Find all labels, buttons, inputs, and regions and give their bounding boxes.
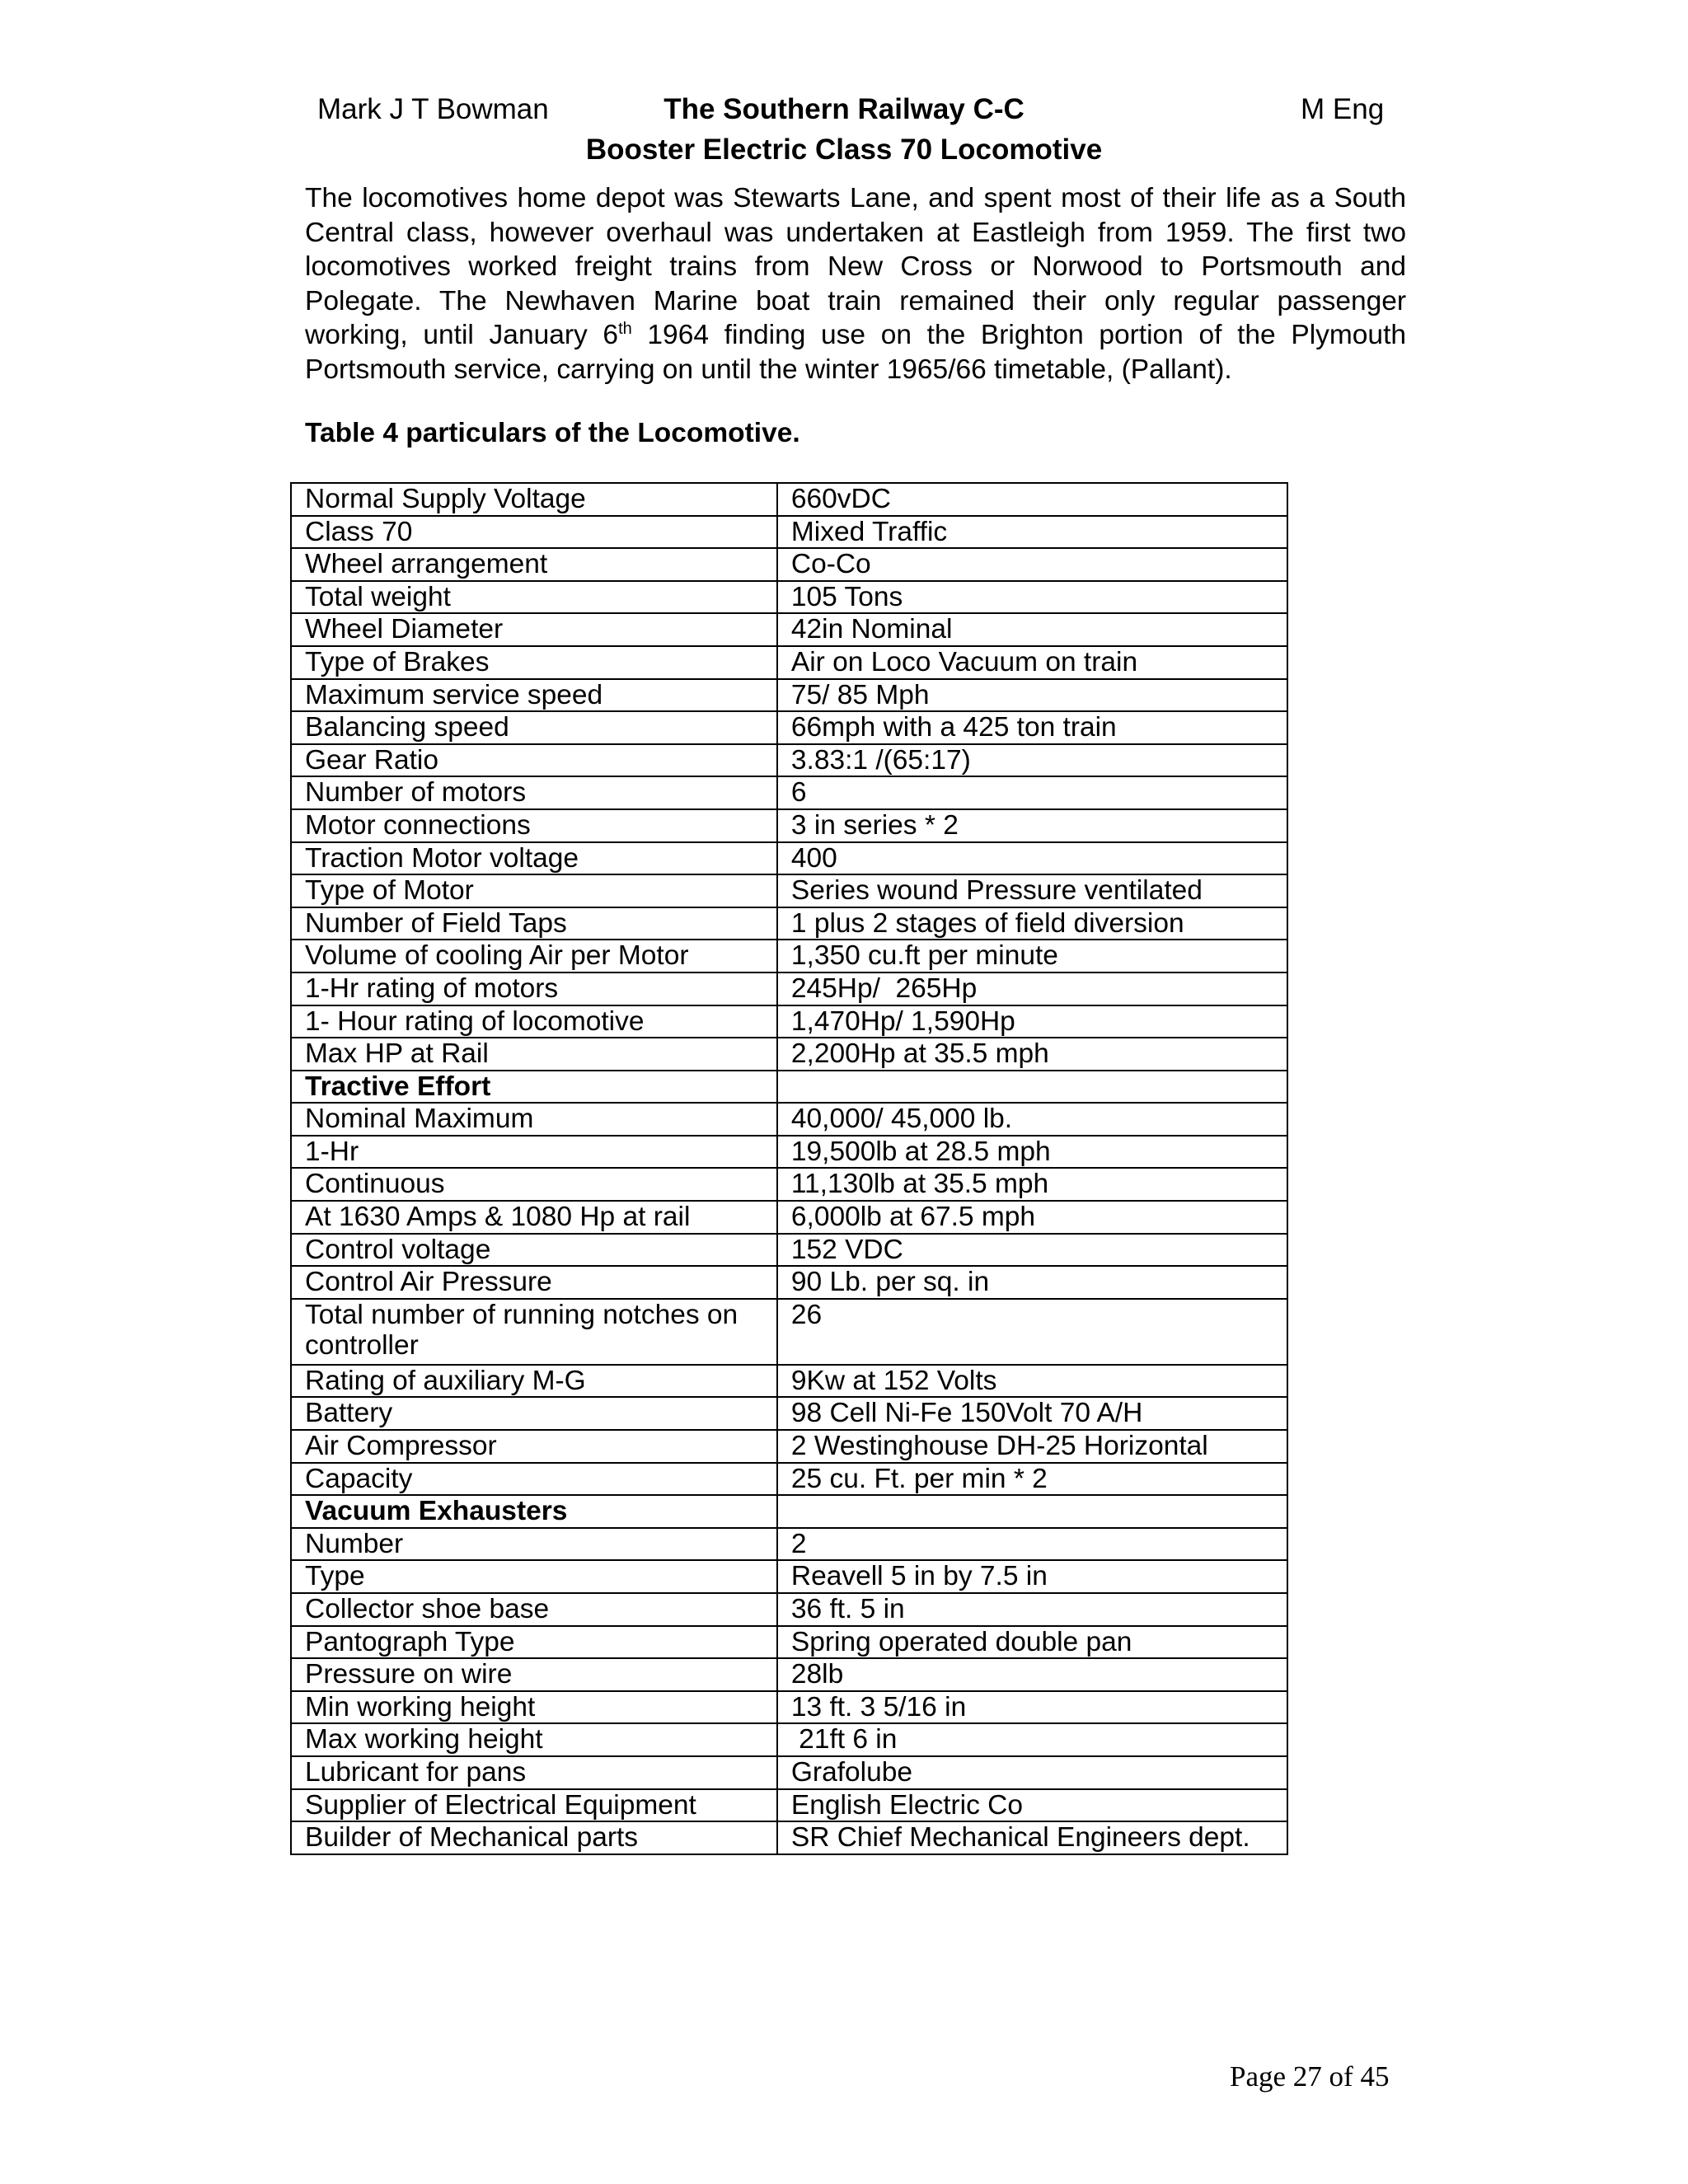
table-cell-label: Nominal Maximum — [291, 1103, 777, 1136]
intro-text-before: The locomotives home depot was Stewarts Lane, and spent most of their life as a South Central class, however overhaul was undertaken at Eastleigh from 1959. The first two locomotives worked freight trains from New Cross or Norwood to Portsmouth and Polegate. The Newhaven Marine boat train remained their only regular passenger working, until January 6 — [305, 183, 1406, 350]
table-cell-label: Battery — [291, 1397, 777, 1430]
table-cell-label: At 1630 Amps & 1080 Hp at rail — [291, 1201, 777, 1234]
table-cell-label: Total number of running notches on controller — [291, 1299, 777, 1365]
table-cell-value: 6,000lb at 67.5 mph — [777, 1201, 1287, 1234]
table-cell-label: 1-Hr rating of motors — [291, 972, 777, 1005]
table-cell-value: 6 — [777, 776, 1287, 809]
table-cell-label: Max working height — [291, 1723, 777, 1756]
table-row — [291, 1397, 1287, 1430]
table-row — [291, 1168, 1287, 1201]
table-cell-label: Supplier of Electrical Equipment — [291, 1789, 777, 1822]
table-row — [291, 548, 1287, 581]
table-cell-value: 9Kw at 152 Volts — [777, 1365, 1287, 1398]
intro-paragraph — [305, 181, 1406, 387]
table-cell-label: Max HP at Rail — [291, 1038, 777, 1071]
header-title-line-2: Booster Electric Class 70 Locomotive — [585, 134, 1103, 166]
table-row — [291, 679, 1287, 712]
table-row — [291, 1136, 1287, 1169]
table-cell-value: 2 Westinghouse DH-25 Horizontal — [777, 1430, 1287, 1463]
table-cell-label: Gear Ratio — [291, 744, 777, 777]
table-row — [291, 1821, 1287, 1854]
table-cell-value: Mixed Traffic — [777, 516, 1287, 549]
table-cell-value: 40,000/ 45,000 lb. — [777, 1103, 1287, 1136]
table-row — [291, 1266, 1287, 1299]
table-cell-label: Builder of Mechanical parts — [291, 1821, 777, 1854]
page-number: Page 27 of 45 — [1230, 2060, 1390, 2093]
table-row — [291, 1038, 1287, 1071]
table-row — [291, 776, 1287, 809]
table-cell-value: Grafolube — [777, 1756, 1287, 1789]
table-cell-value: Series wound Pressure ventilated — [777, 874, 1287, 907]
table-cell-value: 245Hp/ 265Hp — [777, 972, 1287, 1005]
table-row — [291, 1626, 1287, 1659]
table-row — [291, 1658, 1287, 1691]
table-row — [291, 1234, 1287, 1267]
table-cell-value: 1 plus 2 stages of field diversion — [777, 907, 1287, 940]
table-cell-value: Spring operated double pan — [777, 1626, 1287, 1659]
table-cell-value: 11,130lb at 35.5 mph — [777, 1168, 1287, 1201]
table-cell-label: Min working height — [291, 1691, 777, 1724]
table-row — [291, 1789, 1287, 1822]
table-row — [291, 744, 1287, 777]
table-row — [291, 1593, 1287, 1626]
table-row — [291, 1103, 1287, 1136]
table-cell-label: Pressure on wire — [291, 1658, 777, 1691]
table-cell-value: 21ft 6 in — [777, 1723, 1287, 1756]
table-cell-value: 13 ft. 3 5/16 in — [777, 1691, 1287, 1724]
table-cell-value: 105 Tons — [777, 581, 1287, 614]
header-title-line-1: The Southern Railway C-C — [663, 93, 1025, 125]
table-cell-label: Control Air Pressure — [291, 1266, 777, 1299]
table-cell-label: Class 70 — [291, 516, 777, 549]
table-cell-value: 66mph with a 425 ton train — [777, 711, 1287, 744]
table-row — [291, 1463, 1287, 1496]
table-cell-value: 36 ft. 5 in — [777, 1593, 1287, 1626]
table-cell-label: Control voltage — [291, 1234, 777, 1267]
table-cell-label: 1- Hour rating of locomotive — [291, 1005, 777, 1038]
table-cell-label: Motor connections — [291, 809, 777, 842]
intro-superscript: th — [618, 319, 632, 338]
table-row — [291, 1005, 1287, 1038]
table-cell-value: 2,200Hp at 35.5 mph — [777, 1038, 1287, 1071]
table-cell-label: Total weight — [291, 581, 777, 614]
table-cell-label: Number of Field Taps — [291, 907, 777, 940]
table-row — [291, 842, 1287, 875]
locomotive-particulars-table — [290, 482, 1288, 1855]
table-row — [291, 907, 1287, 940]
table-caption: Table 4 particulars of the Locomotive. — [305, 418, 800, 448]
table-cell-label: 1-Hr — [291, 1136, 777, 1169]
table-cell-value: Co-Co — [777, 548, 1287, 581]
table-row — [291, 483, 1287, 516]
table-cell-label: Normal Supply Voltage — [291, 483, 777, 516]
table-row — [291, 516, 1287, 549]
table-cell-value: 98 Cell Ni-Fe 150Volt 70 A/H — [777, 1397, 1287, 1430]
header-degree: M Eng — [1301, 93, 1385, 125]
table-row — [291, 613, 1287, 646]
table-row — [291, 1756, 1287, 1789]
table-cell-value: 1,350 cu.ft per minute — [777, 940, 1287, 972]
table-row — [291, 1528, 1287, 1561]
table-cell-value: 19,500lb at 28.5 mph — [777, 1136, 1287, 1169]
table-row — [291, 581, 1287, 614]
table-cell-value: Reavell 5 in by 7.5 in — [777, 1560, 1287, 1593]
table-row — [291, 972, 1287, 1005]
table-cell-value: 152 VDC — [777, 1234, 1287, 1267]
table-cell-value: 1,470Hp/ 1,590Hp — [777, 1005, 1287, 1038]
table-cell-value: 3 in series * 2 — [777, 809, 1287, 842]
table-row — [291, 1723, 1287, 1756]
table-cell-label: Air Compressor — [291, 1430, 777, 1463]
table-cell-label: Type of Motor — [291, 874, 777, 907]
table-cell-label: Tractive Effort — [291, 1071, 777, 1104]
table-cell-value: 25 cu. Ft. per min * 2 — [777, 1463, 1287, 1496]
table-cell-value: 400 — [777, 842, 1287, 875]
table-row — [291, 1201, 1287, 1234]
table-cell-label: Maximum service speed — [291, 679, 777, 712]
table-cell-label: Vacuum Exhausters — [291, 1495, 777, 1528]
table-cell-value: 90 Lb. per sq. in — [777, 1266, 1287, 1299]
table-cell-label: Type — [291, 1560, 777, 1593]
table-cell-value: SR Chief Mechanical Engineers dept. — [777, 1821, 1287, 1854]
table-row — [291, 1495, 1287, 1528]
table-cell-label: Traction Motor voltage — [291, 842, 777, 875]
table-cell-label: Wheel Diameter — [291, 613, 777, 646]
table-cell-label: Collector shoe base — [291, 1593, 777, 1626]
table-cell-label: Number of motors — [291, 776, 777, 809]
table-row — [291, 940, 1287, 972]
table-cell-label: Lubricant for pans — [291, 1756, 777, 1789]
table-cell-value — [777, 1071, 1287, 1104]
table-cell-value: 26 — [777, 1299, 1287, 1365]
table-cell-label: Capacity — [291, 1463, 777, 1496]
intro-text-after: 1964 finding use on the Brighton portion of the Plymouth Portsmouth service, carrying on until the winter 1965/66 timetable, (Pallant). — [305, 320, 1407, 385]
table-cell-value: 3.83:1 /(65:17) — [777, 744, 1287, 777]
header-line-1 — [0, 89, 1688, 130]
table-row — [291, 1299, 1287, 1365]
table-row — [291, 1071, 1287, 1104]
table-cell-label: Rating of auxiliary M-G — [291, 1365, 777, 1398]
table-cell-label: Number — [291, 1528, 777, 1561]
table-cell-label: Wheel arrangement — [291, 548, 777, 581]
table-row — [291, 809, 1287, 842]
table-row — [291, 1560, 1287, 1593]
table-cell-label: Volume of cooling Air per Motor — [291, 940, 777, 972]
table-cell-value: Air on Loco Vacuum on train — [777, 646, 1287, 679]
table-row — [291, 646, 1287, 679]
table-row — [291, 1430, 1287, 1463]
table-row — [291, 874, 1287, 907]
table-body — [291, 483, 1287, 1854]
table-cell-value: 28lb — [777, 1658, 1287, 1691]
table-cell-value: English Electric Co — [777, 1789, 1287, 1822]
table-cell-value: 75/ 85 Mph — [777, 679, 1287, 712]
table-cell-label: Balancing speed — [291, 711, 777, 744]
table-cell-value: 2 — [777, 1528, 1287, 1561]
page-header — [0, 89, 1688, 170]
table-cell-value: 42in Nominal — [777, 613, 1287, 646]
table-row — [291, 1365, 1287, 1398]
table-cell-label: Pantograph Type — [291, 1626, 777, 1659]
table-row — [291, 711, 1287, 744]
table-cell-label: Continuous — [291, 1168, 777, 1201]
table-row — [291, 1691, 1287, 1724]
header-author: Mark J T Bowman — [317, 93, 549, 125]
table-cell-value — [777, 1495, 1287, 1528]
table-cell-value: 660vDC — [777, 483, 1287, 516]
table-cell-label: Type of Brakes — [291, 646, 777, 679]
